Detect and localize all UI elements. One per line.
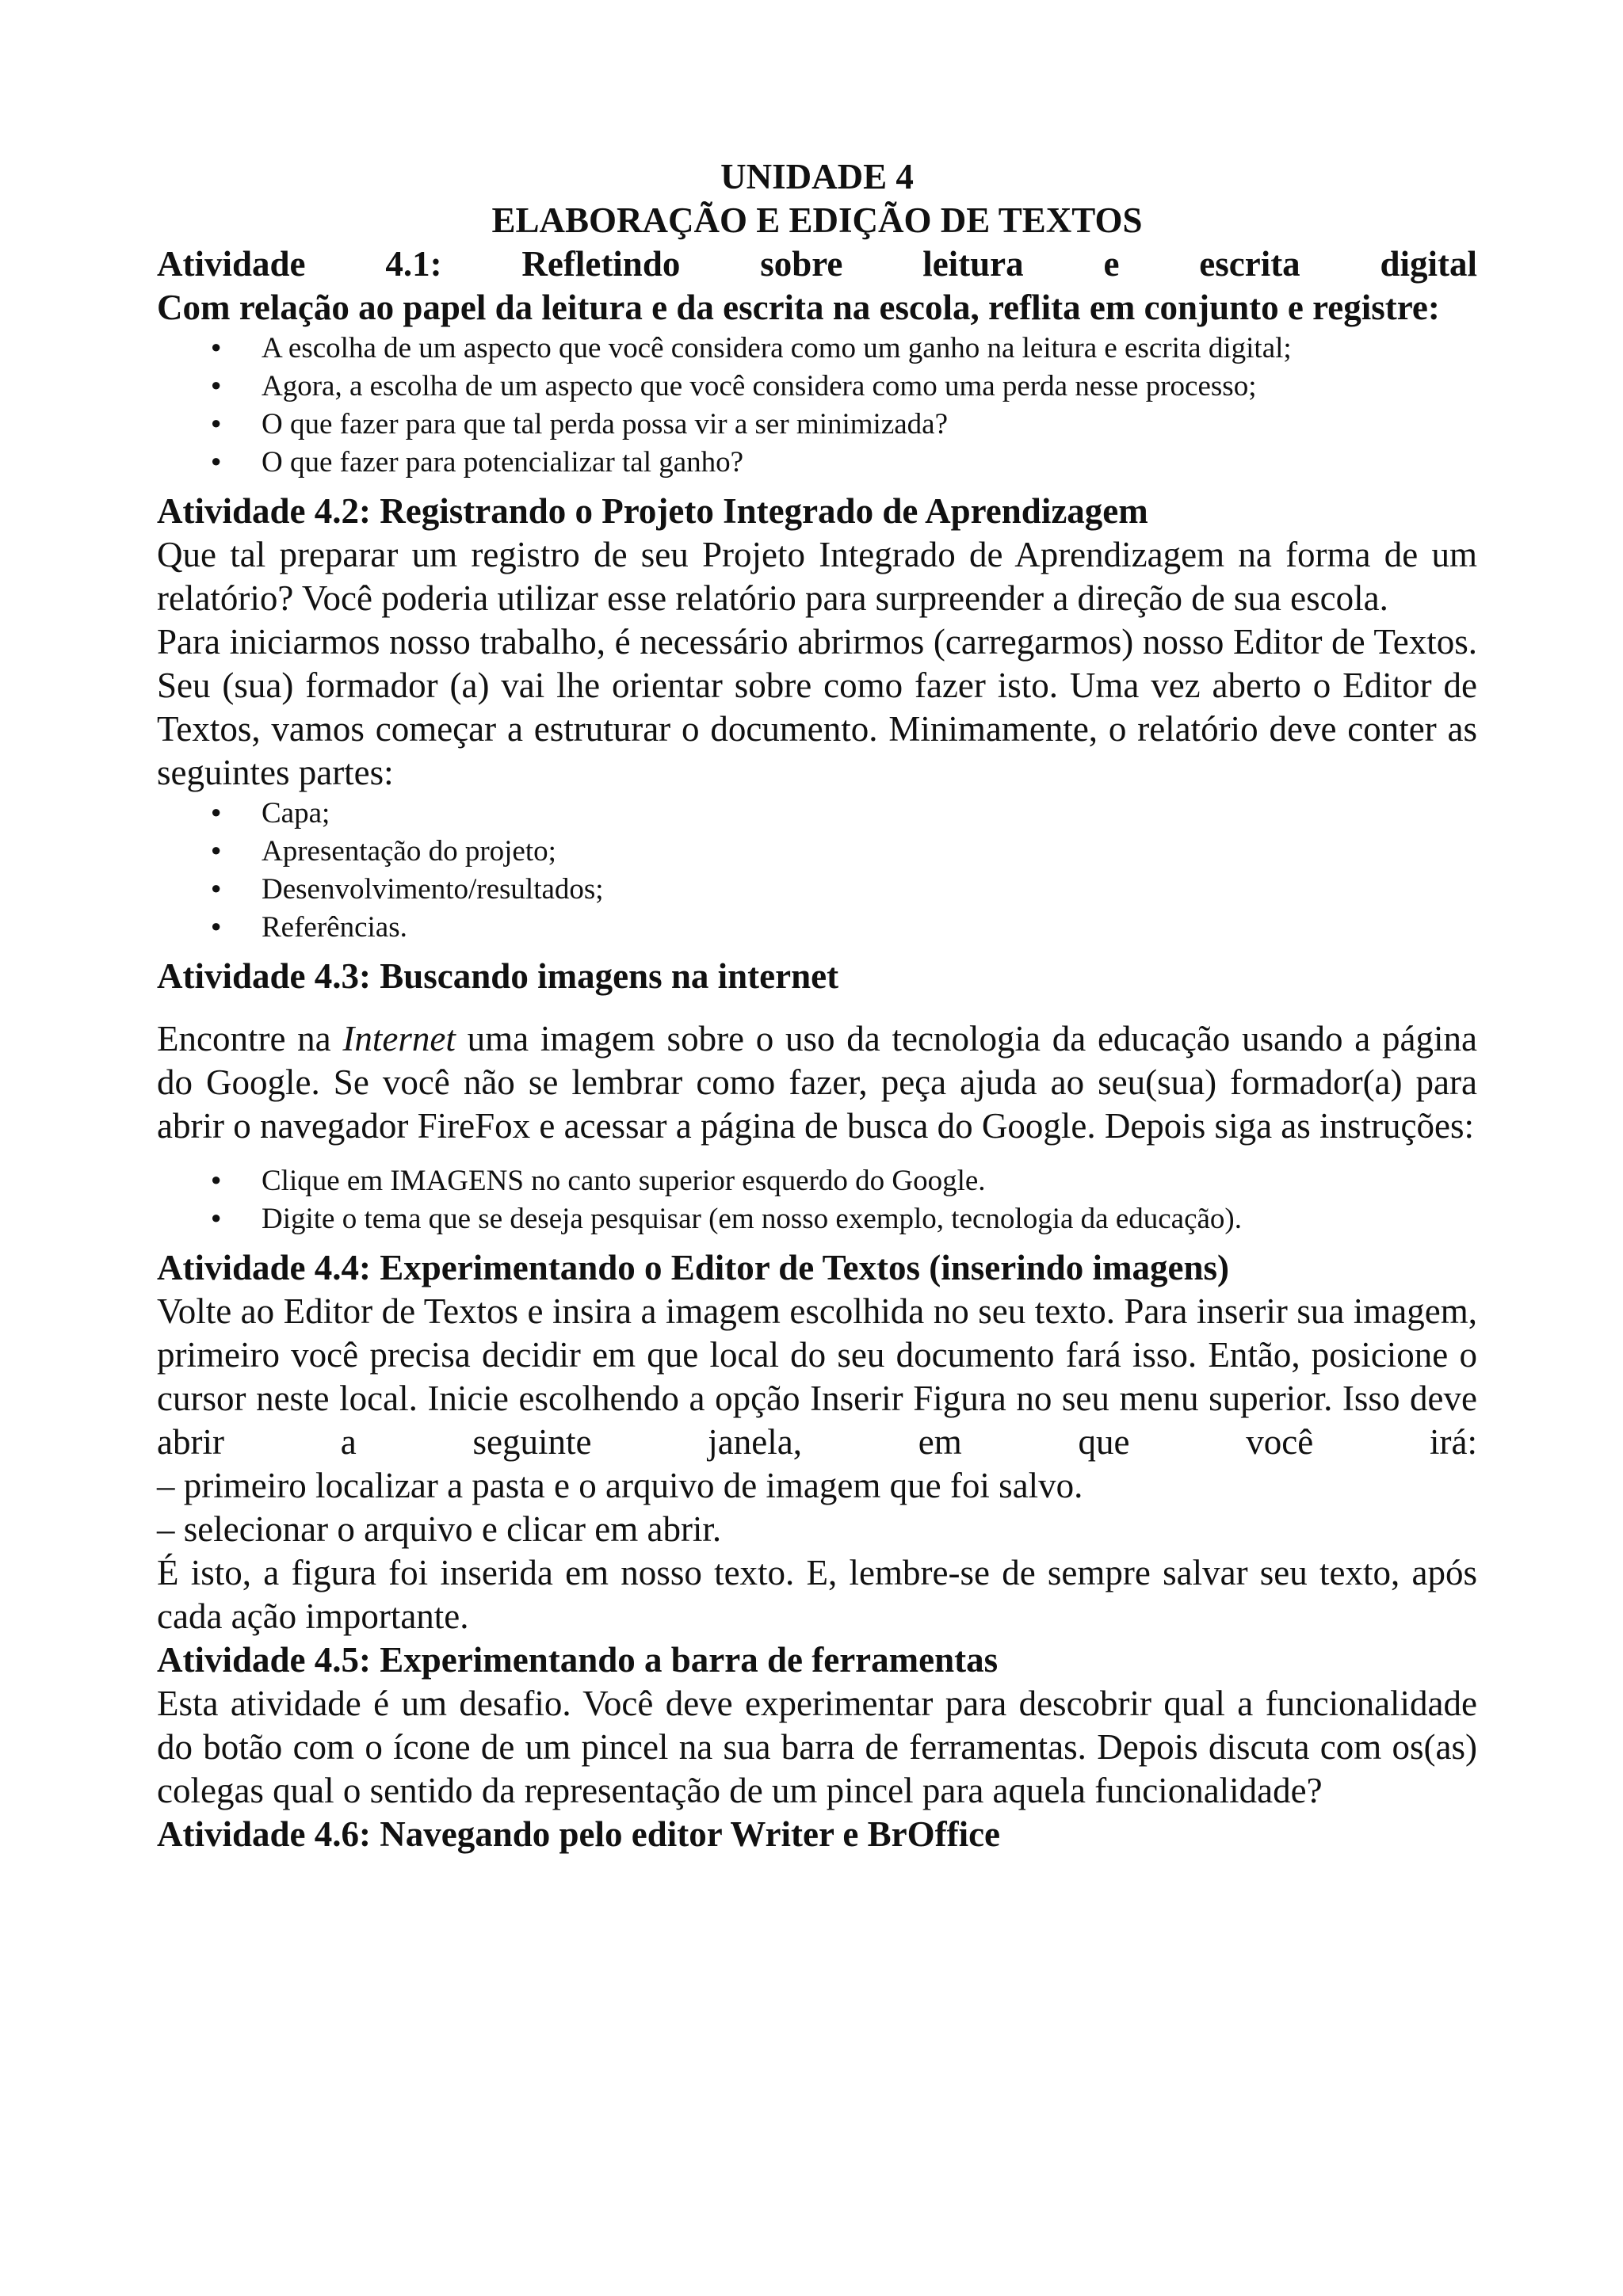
activity-4-2-paragraph-2: Para iniciarmos nosso trabalho, é necessário abrirmos (carregarmos) nosso Editor de Textos. Seu (sua) formador (a) vai lhe orientar sobre como fazer isto. Uma vez aberto o Editor de Textos, vamos começar a estruturar o documento. Minimamente, o relatório deve conter as seguintes partes: [157, 622, 1477, 792]
list-item: ● A escolha de um aspecto que você considera como um ganho na leitura e escrita digital; [262, 330, 1477, 368]
list-item: ● Digite o tema que se deseja pesquisar (em nosso exemplo, tecnologia da educação). [262, 1200, 1477, 1238]
heading-word: Atividade [157, 244, 306, 284]
activity-4-1-intro: Com relação ao papel da leitura e da escrita na escola, reflita em conjunto e registre: [157, 288, 1440, 327]
text-run-italic: Internet [342, 1019, 456, 1058]
activity-4-3-list [157, 1162, 1477, 1238]
list-item: ● O que fazer para potencializar tal ganho? [262, 444, 1477, 482]
activity-4-2-paragraph-1: Que tal preparar um registro de seu Projeto Integrado de Aprendizagem na forma de um relatório? Você poderia utilizar esse relatório para surpreender a direção de sua escola. [157, 535, 1477, 618]
activity-4-3-heading: Atividade 4.3: Buscando imagens na internet [157, 956, 839, 996]
list-item: ● Capa; [262, 795, 1477, 833]
unit-subtitle: ELABORAÇÃO E EDIÇÃO DE TEXTOS [491, 200, 1143, 240]
list-item: ● O que fazer para que tal perda possa vir a ser minimizada? [262, 406, 1477, 444]
activity-4-5-paragraph-1: Esta atividade é um desafio. Você deve experimentar para descobrir qual a funcionalidade do botão com o ícone de um pincel na sua barra de ferramentas. Depois discuta com os(as) colegas qual o sentido da representação de um pincel para aquela funcionalidade? [157, 1684, 1477, 1810]
activity-4-1-list [157, 330, 1477, 482]
text-run: Encontre na [157, 1019, 343, 1058]
list-item: ● Desenvolvimento/resultados; [262, 871, 1477, 909]
document-page [157, 155, 1477, 1856]
activity-4-3-paragraph-1 [157, 1017, 1477, 1148]
heading-word: digital [1380, 244, 1478, 284]
heading-word: Refletindo [521, 244, 681, 284]
list-item: ● Agora, a escolha de um aspecto que você considera como uma perda nesse processo; [262, 368, 1477, 406]
list-item: ● Clique em IMAGENS no canto superior esquerdo do Google. [262, 1162, 1477, 1200]
activity-4-1-heading [157, 242, 1477, 286]
heading-word: 4.1: [385, 244, 442, 284]
heading-word: e [1103, 244, 1120, 284]
activity-4-6-heading: Atividade 4.6: Navegando pelo editor Writer e BrOffice [157, 1814, 1001, 1854]
list-item: ● Referências. [262, 909, 1477, 947]
heading-word: sobre [760, 244, 843, 284]
activity-4-5-heading: Atividade 4.5: Experimentando a barra de ferramentas [157, 1640, 999, 1680]
activity-4-4-paragraph-1: Volte ao Editor de Textos e insira a imagem escolhida no seu texto. Para inserir sua imagem, primeiro você precisa decidir em que local do seu documento fará isso. Então, posicione o cursor neste local. Inicie escolhendo a opção Inserir Figura no seu menu superior. Isso deve abrir a seguinte janela, em que você irá: [157, 1291, 1477, 1462]
unit-title: UNIDADE 4 [720, 157, 914, 196]
activity-4-4-paragraph-2: É isto, a figura foi inserida em nosso texto. E, lembre-se de sempre salvar seu texto, após cada ação importante. [157, 1553, 1477, 1636]
text-run: uma imagem sobre o uso da tecnologia da educação usando a página do Google. Se você não se lembrar como fazer, peça ajuda ao seu(sua) formador(a) para abrir o navegador FireFox e acessar a página de busca do Google. Depois siga as instruções: [157, 1019, 1477, 1146]
activity-4-2-heading: Atividade 4.2: Registrando o Projeto Integrado de Aprendizagem [157, 491, 1148, 531]
activity-4-4-line-1: – primeiro localizar a pasta e o arquivo de imagem que foi salvo. [157, 1466, 1083, 1505]
activity-4-4-heading: Atividade 4.4: Experimentando o Editor de Textos (inserindo imagens) [157, 1248, 1230, 1287]
list-item: ● Apresentação do projeto; [262, 833, 1477, 871]
activity-4-4-line-2: – selecionar o arquivo e clicar em abrir. [157, 1509, 722, 1549]
activity-4-2-list [157, 795, 1477, 947]
heading-word: escrita [1199, 244, 1300, 284]
heading-word: leitura [922, 244, 1024, 284]
